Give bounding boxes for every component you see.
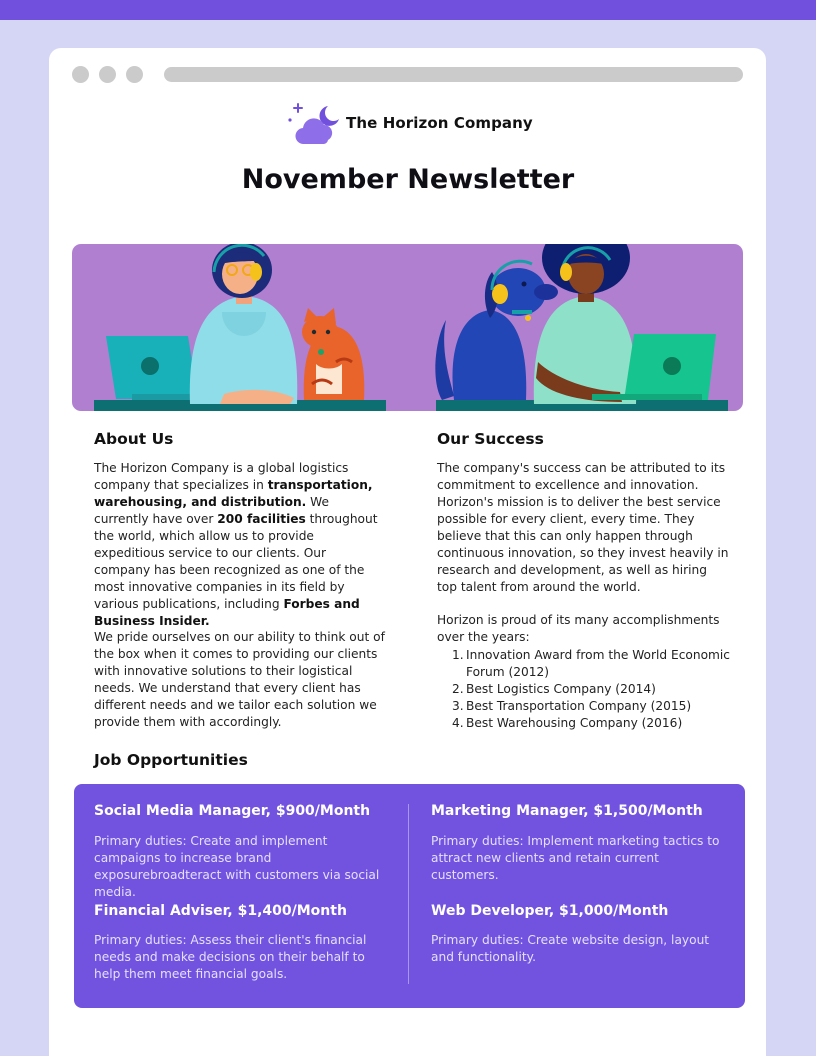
job-title-web-developer[interactable]: Web Developer, $1,000/Month	[431, 903, 669, 919]
success-paragraph-1: The company's success can be attributed to its commitment to excellence and innovation. Horizon's mission is to deliver the best service possible for every client, every time. They believe that this can only happen through continuous innovation, so they invest heavily in research and development, as well as hiring top talent from around the world.	[437, 461, 729, 594]
column-divider	[408, 804, 409, 984]
about-heading: About Us	[94, 430, 174, 448]
success-paragraph-2: Horizon is proud of its many accomplishments over the years:	[437, 613, 720, 644]
list-item: 3. Best Transportation Company (2015)	[452, 699, 692, 713]
job-title-financial-adviser[interactable]: Financial Adviser, $1,400/Month	[94, 903, 347, 919]
emphasis-text: Forbes and Business Insider.	[94, 597, 360, 628]
newsletter-title: November Newsletter	[241, 164, 575, 195]
body-text: We currently have over	[94, 495, 330, 526]
top-accent-bar	[0, 0, 816, 20]
success-heading: Our Success	[437, 430, 544, 448]
emphasis-text: 200 facilities	[217, 512, 306, 526]
cloud-moon-logo-icon	[284, 100, 346, 148]
accomplishments-list	[437, 647, 737, 732]
job-title-marketing-manager[interactable]: Marketing Manager, $1,500/Month	[431, 803, 703, 819]
body-text: The Horizon Company is a global logistics company that specializes in	[94, 461, 349, 492]
body-text: throughout the world, which allow us to provide expeditious service to our clients. Our company has been recognized as one of the most innovative companies in its field by various publications, including	[94, 512, 378, 611]
about-paragraph-2: We pride ourselves on our ability to think out of the box when it comes to providing our clients with innovative solutions to their logistical needs. We understand that every client has different needs and we tailor each solution we provide them with accordingly.	[94, 630, 385, 729]
job-desc-social-media-manager: Primary duties: Create and implement campaigns to increase brand exposurebroadteract with customers via social media.	[94, 834, 380, 899]
window-dot-close[interactable]	[72, 66, 89, 83]
job-desc-financial-adviser: Primary duties: Assess their client's financial needs and make decisions on their behalf to help them meet financial goals.	[94, 933, 367, 981]
window-dot-minimize[interactable]	[99, 66, 116, 83]
address-bar[interactable]	[164, 67, 743, 82]
job-opportunities-panel	[74, 784, 745, 1008]
job-desc-marketing-manager: Primary duties: Implement marketing tactics to attract new clients and retain current customers.	[431, 834, 720, 882]
job-title-social-media-manager[interactable]: Social Media Manager, $900/Month	[94, 803, 371, 819]
list-item: 4. Best Warehousing Company (2016)	[452, 716, 683, 730]
hero-illustration	[72, 244, 743, 411]
list-item: 1. Innovation Award from the World Economic Forum (2012)	[452, 648, 730, 679]
window-dot-maximize[interactable]	[126, 66, 143, 83]
list-item: 2. Best Logistics Company (2014)	[452, 682, 656, 696]
emphasis-text: transportation, warehousing, and distribution.	[94, 478, 373, 509]
about-paragraph-1	[94, 460, 386, 630]
jobs-heading: Job Opportunities	[94, 751, 248, 769]
job-desc-web-developer: Primary duties: Create website design, layout and functionality.	[431, 933, 710, 964]
brand-name: The Horizon Company	[346, 114, 533, 132]
